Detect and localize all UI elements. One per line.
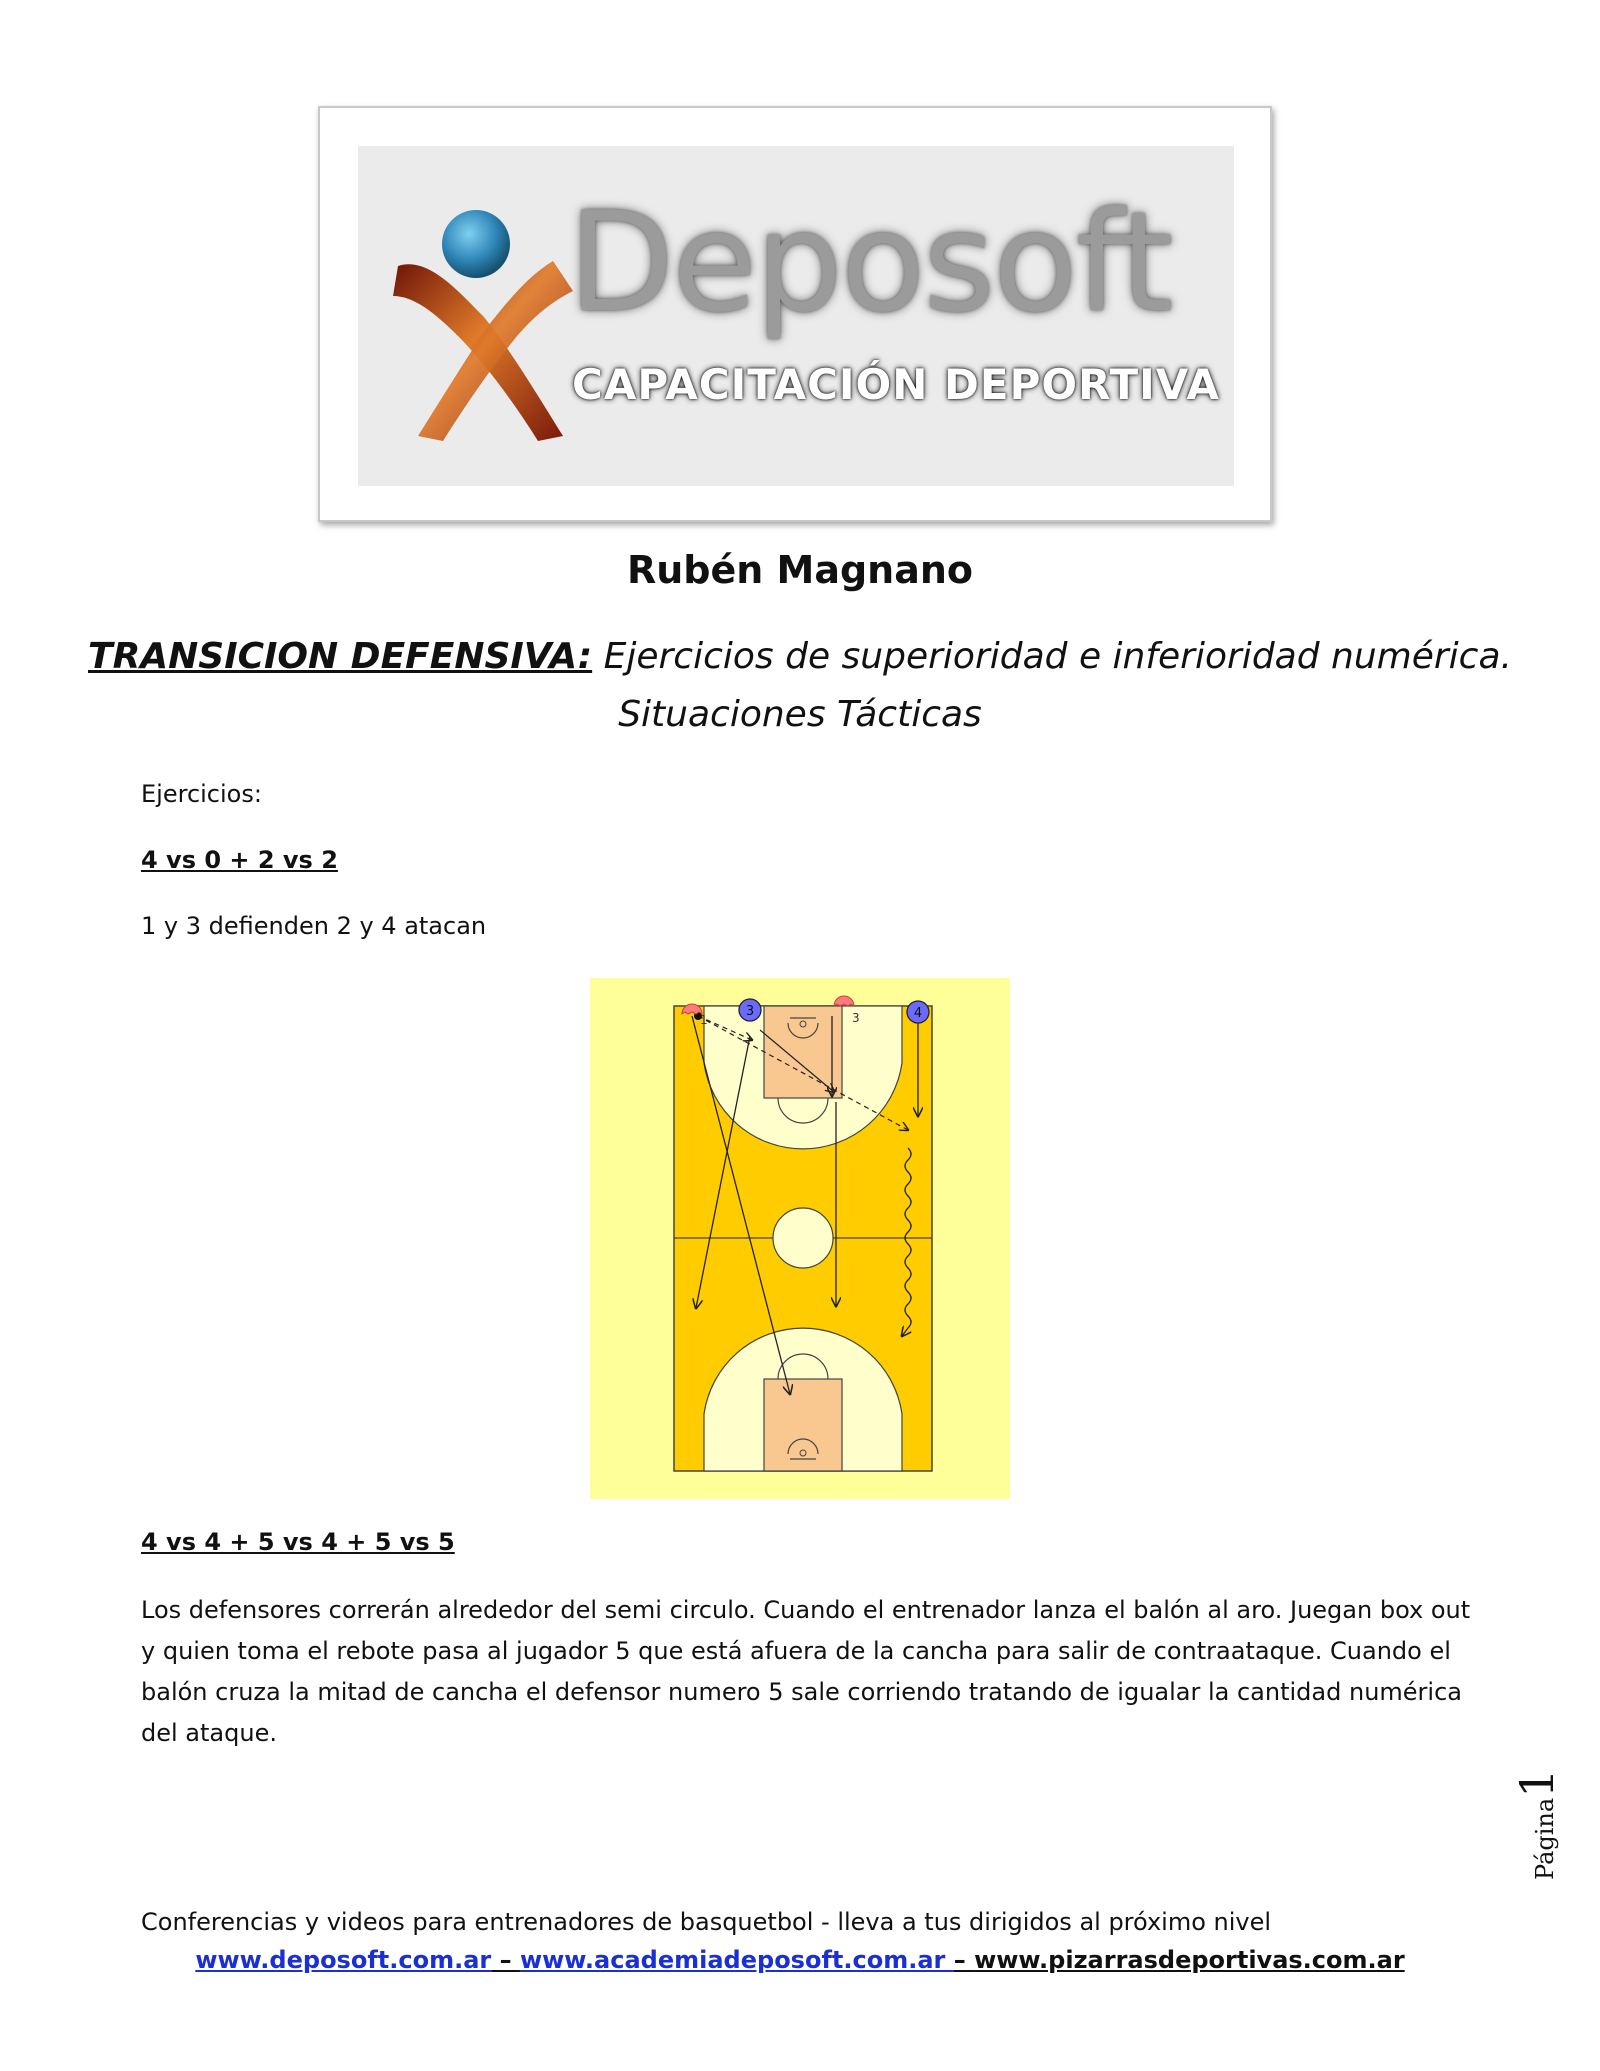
logo-tagline: CAPACITACIÓN DEPORTIVA <box>572 360 1220 409</box>
link-separator: – <box>491 1946 520 1974</box>
title-prefix: TRANSICION DEFENSIVA: <box>88 636 593 677</box>
court-diagram <box>590 978 1010 1499</box>
link-deposoft[interactable]: www.deposoft.com.ar <box>195 1946 492 1974</box>
link-pizarras-deportivas[interactable]: www.pizarrasdeportivas.com.ar <box>974 1946 1405 1974</box>
link-separator: – <box>953 1946 975 1974</box>
section2-heading: 4 vs 4 + 5 vs 4 + 5 vs 5 <box>141 1528 455 1556</box>
section2-text: Los defensores correrán alrededor del semi circulo. Cuando el entrenador lanza el balón al aro. Juegan box out y quien toma el rebote pasa al jugador 5 que está afuera de la cancha para salir de contraataque. Cuando el balón cruza la mitad de cancha el defensor numero 5 sale corriendo tratando de igualar la cantidad numérica del ataque. <box>141 1596 1471 1747</box>
page-number-label: Página <box>1531 1797 1559 1880</box>
document-subtitle: Situaciones Tácticas <box>618 694 982 735</box>
footer-text: Conferencias y videos para entrenadores de basquetbol - lleva a tus dirigidos al próximo nivel <box>141 1908 1272 1936</box>
section1-text: 1 y 3 defienden 2 y 4 atacan <box>141 912 487 940</box>
logo-brand-text: Deposoft <box>568 182 1172 343</box>
attacker-3-label: 3 <box>745 1004 755 1019</box>
logo-banner <box>358 146 1234 486</box>
defender-3-icon <box>834 996 854 1006</box>
basketball-court-diagram-icon <box>590 978 1010 1499</box>
document-title <box>60 636 1540 677</box>
page-number <box>1510 1760 1564 1880</box>
title-rest: Ejercicios de superioridad e inferioridad numérica. <box>592 636 1512 677</box>
section1-heading: 4 vs 0 + 2 vs 2 <box>141 846 338 874</box>
attacker-4-label: 4 <box>913 1006 923 1021</box>
logo-frame <box>318 106 1272 522</box>
footer-links <box>0 1946 1600 1974</box>
defender-1-label: 1 <box>700 1013 708 1027</box>
link-academia-deposoft[interactable]: www.academiadeposoft.com.ar <box>519 1946 954 1974</box>
defender-3-label: 3 <box>852 1011 860 1025</box>
page-number-value: 1 <box>1510 1768 1564 1798</box>
author-name: Rubén Magnano <box>626 548 974 592</box>
deposoft-figure-logo-icon <box>388 196 578 446</box>
intro-label: Ejercicios: <box>141 780 262 808</box>
